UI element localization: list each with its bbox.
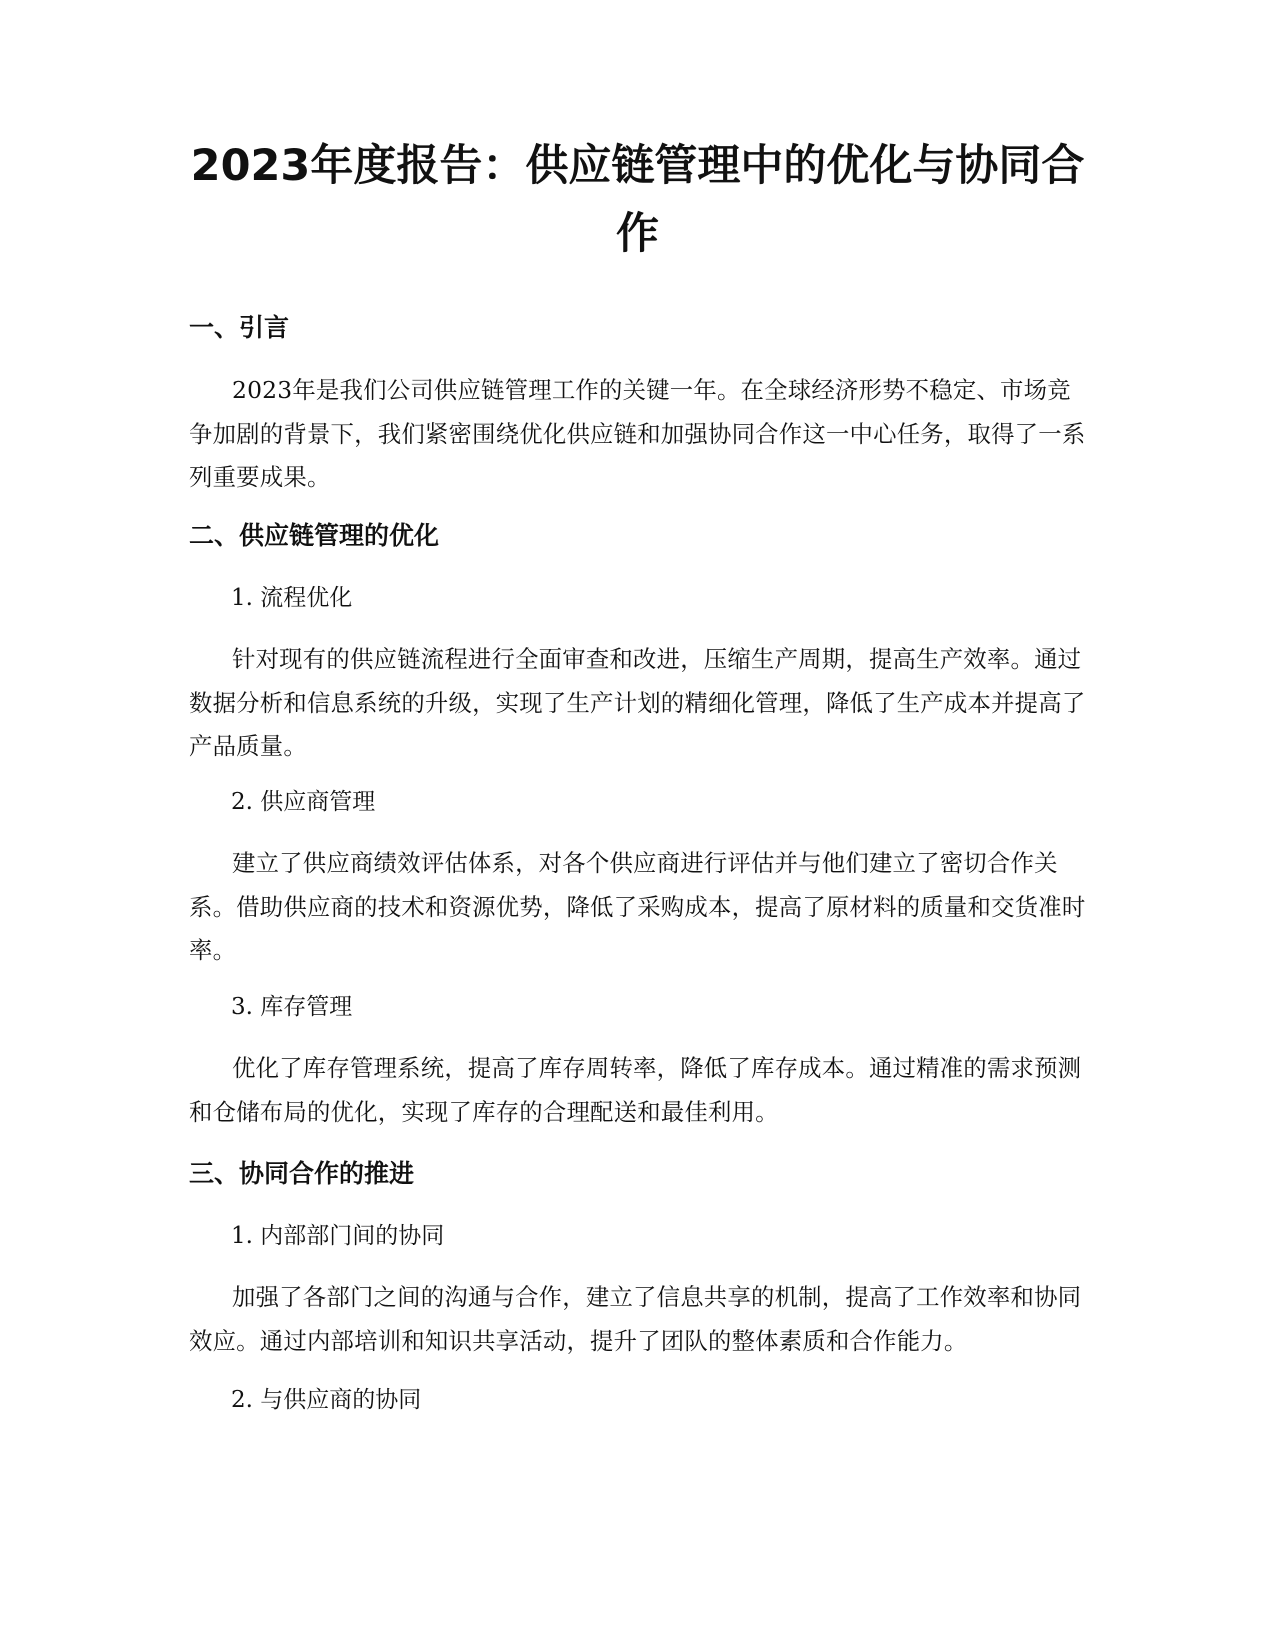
subheading-supplier-management: 2. 供应商管理 [231,789,376,815]
section-heading-collaboration: 三、协同合作的推进 [189,1159,415,1188]
subheading-internal-collaboration: 1. 内部部门间的协同 [231,1223,445,1249]
subheading-process-optimization: 1. 流程优化 [231,585,353,611]
paragraph-process-optimization: 针对现有的供应链流程进行全面审查和改进，压缩生产周期，提高生产效率。通过数据分析和信息系统的升级，实现了生产计划的精细化管理，降低了生产成本并提高了产品质量。 [189,645,1086,760]
document-title: 2023年度报告：供应链管理中的优化与协同合作 [190,141,1085,259]
introduction-paragraph: 2023年是我们公司供应链管理工作的关键一年。在全球经济形势不稳定、市场竞争加剧的背景下，我们紧密围绕优化供应链和加强协同合作这一中心任务，取得了一系列重要成果。 [189,376,1086,491]
paragraph-inventory-management: 优化了库存管理系统，提高了库存周转率，降低了库存成本。通过精准的需求预测和仓储布局的优化，实现了库存的合理配送和最佳利用。 [189,1054,1082,1126]
subheading-inventory-management: 3. 库存管理 [231,994,353,1020]
section-heading-introduction: 一、引言 [189,313,290,342]
subheading-supplier-collaboration: 2. 与供应商的协同 [231,1387,422,1413]
section-heading-supply-chain-optimization: 二、供应链管理的优化 [189,521,440,550]
paragraph-supplier-management: 建立了供应商绩效评估体系，对各个供应商进行评估并与他们建立了密切合作关系。借助供应商的技术和资源优势，降低了采购成本，提高了原材料的质量和交货准时率。 [189,849,1086,964]
paragraph-internal-collaboration: 加强了各部门之间的沟通与合作，建立了信息共享的机制，提高了工作效率和协同效应。通过内部培训和知识共享活动，提升了团队的整体素质和合作能力。 [189,1283,1082,1355]
